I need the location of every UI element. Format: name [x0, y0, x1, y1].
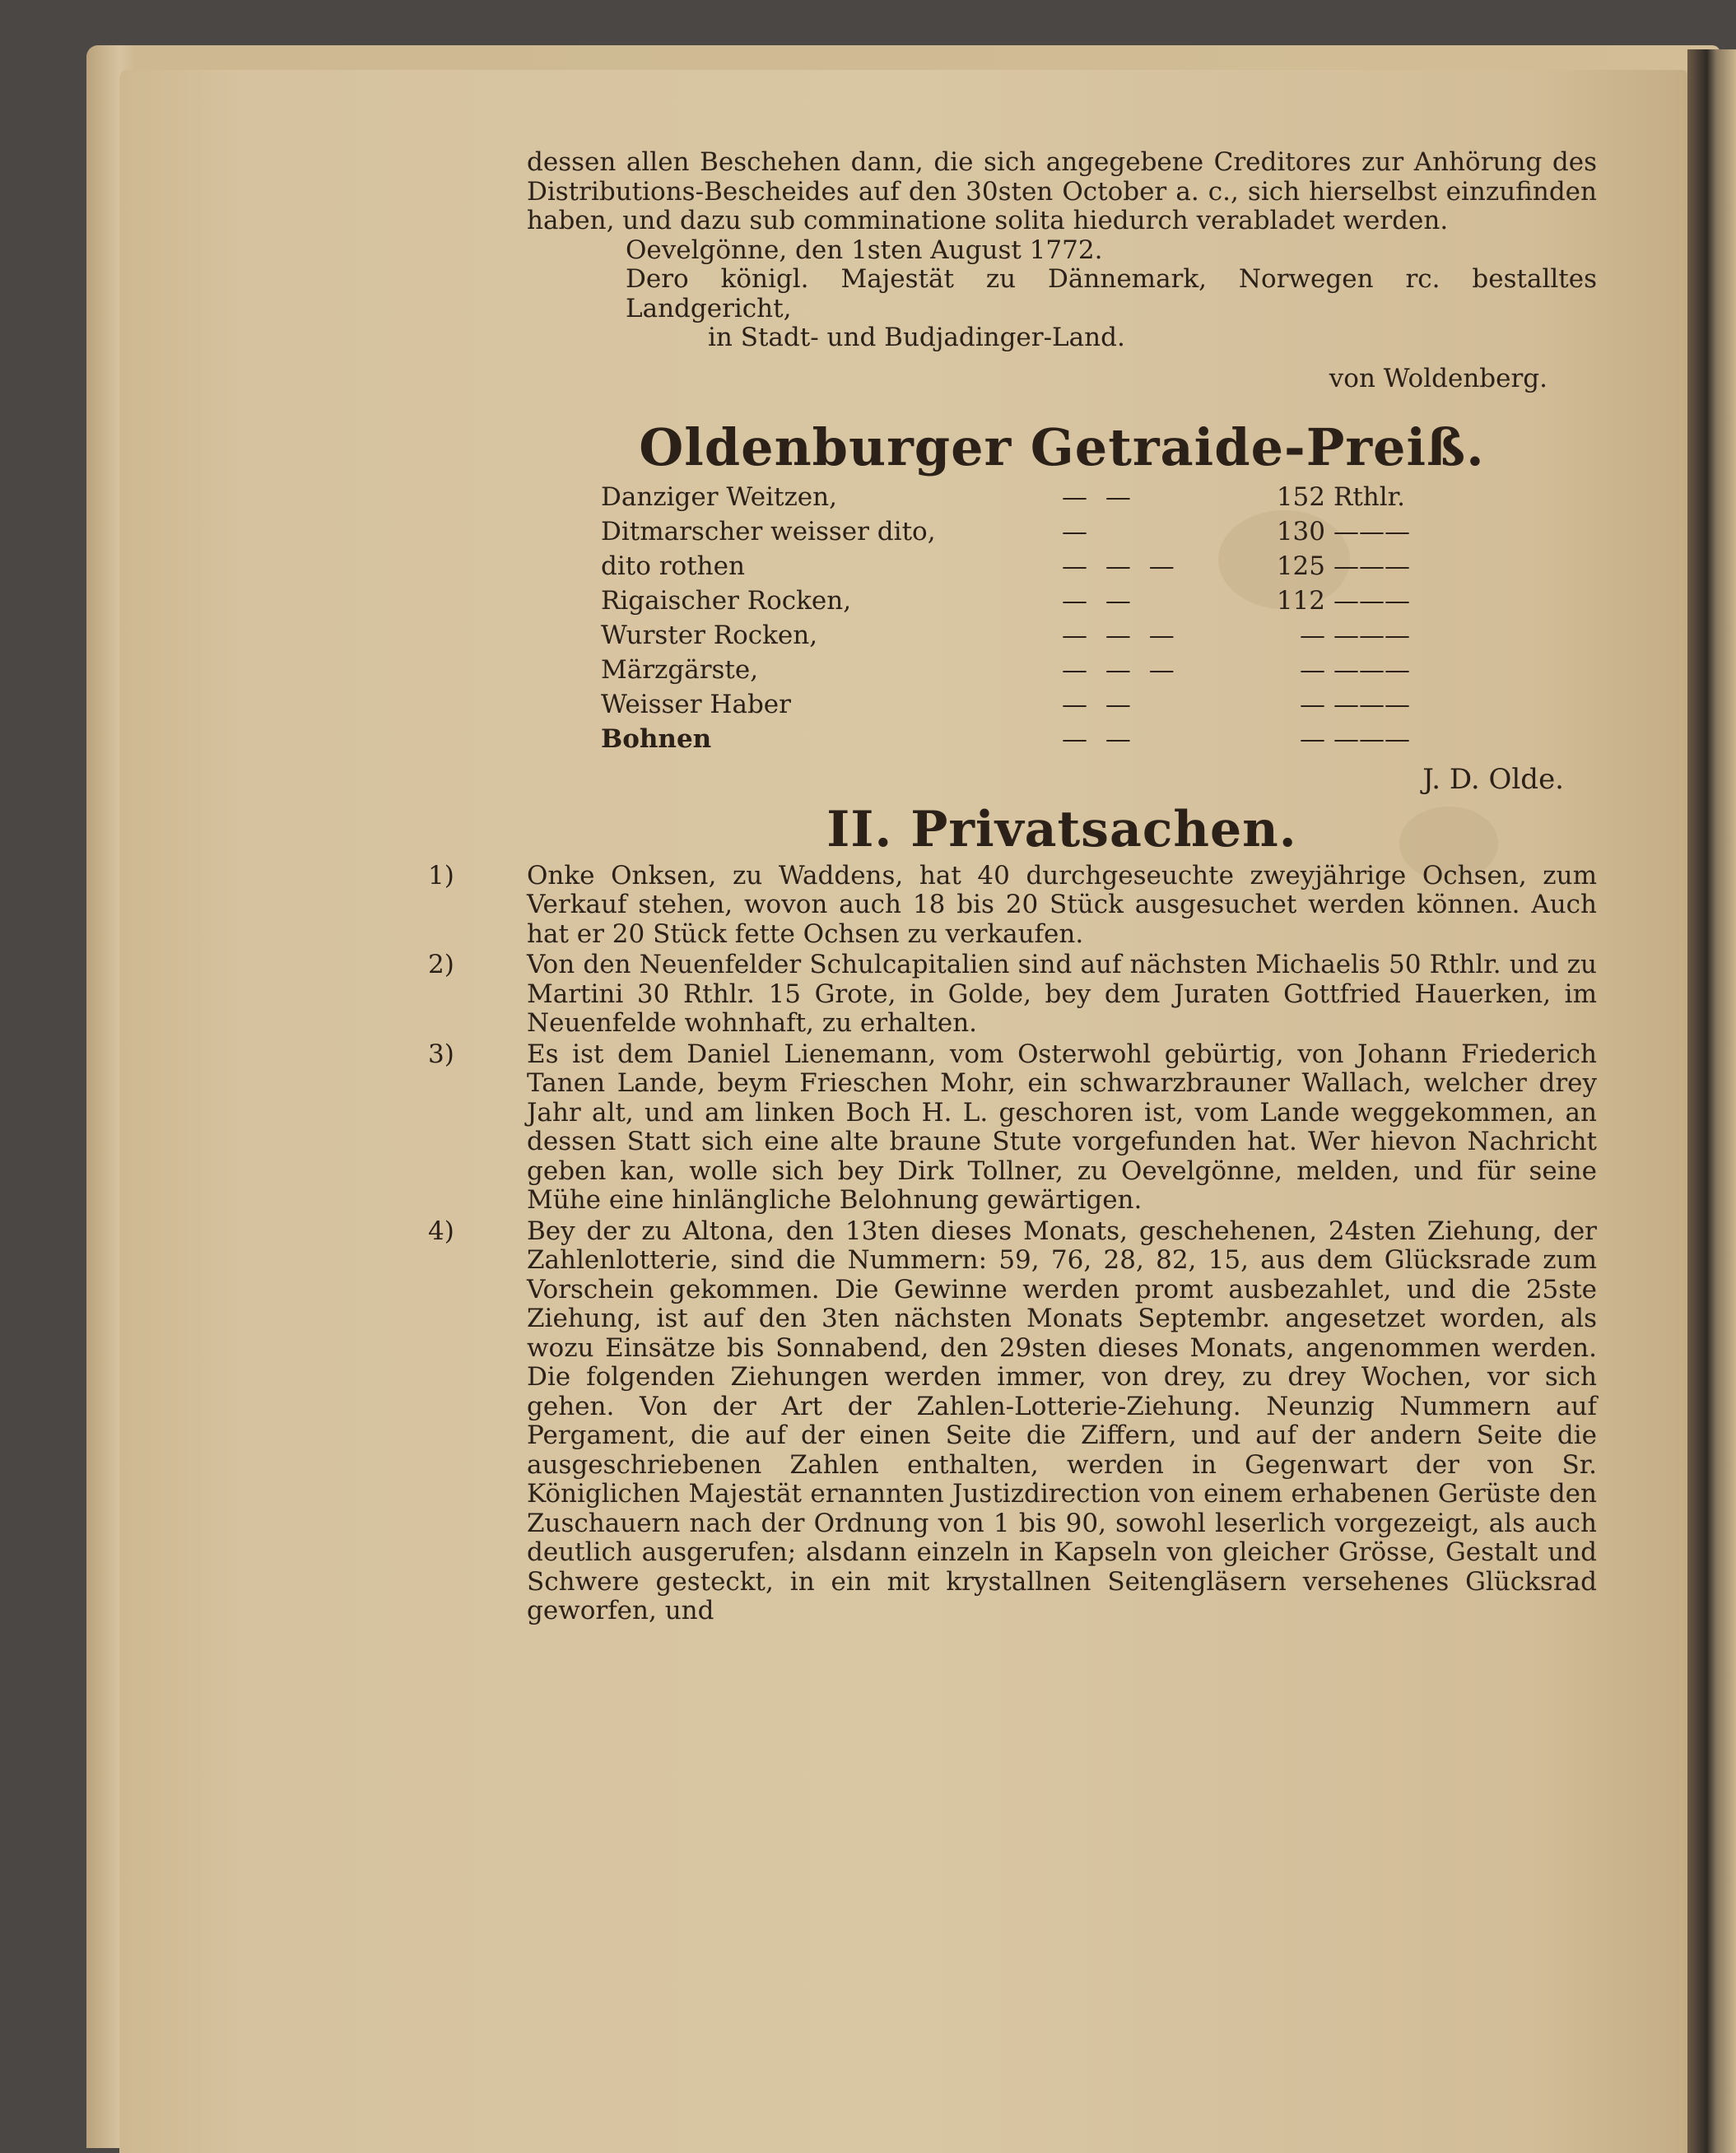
table-row [601, 653, 1432, 688]
filler-dashes: — — — [1062, 551, 1180, 581]
price-unit: ——— [1333, 654, 1410, 685]
grain-name: Ditmarscher weisser dito, [601, 516, 936, 546]
notice-number: 2) [428, 950, 454, 979]
filler-dashes: — — [1062, 481, 1136, 512]
notice-text: Onke Onksen, zu Waddens, hat 40 durchgeseuchte zweyjährige Ochsen, zum Verkauf stehen, wovon auch 18 bis 20 Stück ausgesuchet werden können. Auch hat er 20 Stück fette Ochsen zu verkaufen. [527, 860, 1597, 949]
signature-olde: J. D. Olde. [1422, 762, 1564, 796]
grain-name: Bohnen [601, 723, 712, 754]
grain-name: Weisser Haber [601, 689, 791, 719]
filler-dashes: — — [1062, 723, 1136, 754]
price-value: 130 [1276, 516, 1325, 546]
grain-name: Märzgärste, [601, 654, 759, 685]
table-row [601, 688, 1432, 723]
price-unit: ——— [1333, 723, 1410, 754]
filler-dashes: — — — [1062, 654, 1180, 685]
authority-line-2: in Stadt- und Budjadinger-Land. [708, 323, 1125, 352]
document-text [428, 147, 1597, 1628]
price-value: 152 [1276, 481, 1325, 512]
notice-item [428, 1217, 1597, 1626]
notice-number: 4) [428, 1216, 454, 1246]
book-gutter [1687, 49, 1736, 2153]
table-row [601, 481, 1432, 515]
filler-dashes: — [1062, 516, 1092, 546]
price-unit: ——— [1333, 551, 1410, 581]
grain-name: Danziger Weitzen, [601, 481, 837, 512]
price-unit: ——— [1333, 689, 1410, 719]
grain-name: dito rothen [601, 551, 745, 581]
filler-dashes: — — [1062, 689, 1136, 719]
private-notices [428, 862, 1597, 1626]
notice-text: Es ist dem Daniel Lienemann, vom Osterwohl gebürtig, von Johann Friederich Tanen Lande, beym Frieschen Mohr, ein schwarzbrauner Wallach, welcher drey Jahr alt, und am linken Boch H. L. geschoren ist, vom Lande weggekommen, an dessen Statt sich eine alte braune Stute vorgefunden hat. Wer hievon Nachricht geben kan, wolle sich bey Dirk Tollner, zu Oevelgönne, melden, und für seine Mühe eine hinlängliche Belohnung gewärtigen. [527, 1039, 1597, 1215]
opening-paragraph: dessen allen Beschehen dann, die sich angegebene Creditores zur Anhörung des Distributions-Bescheides auf den 30sten October a. c., sich hierselbst einzufinden haben, und dazu sub comminatione solita hiedurch verabladet werden. [527, 147, 1597, 235]
notice-number: 1) [428, 860, 454, 890]
table-row [601, 515, 1432, 550]
price-unit: ——— [1333, 585, 1410, 616]
price-value: — [1300, 689, 1325, 719]
price-value: — [1300, 723, 1325, 754]
price-unit: ——— [1333, 620, 1410, 650]
grain-name: Rigaischer Rocken, [601, 585, 852, 616]
grain-price-table [601, 481, 1432, 757]
prices-title: Oldenburger Getraide-Preiß. [639, 417, 1485, 477]
grain-name: Wurster Rocken, [601, 620, 818, 650]
price-unit: Rthlr. [1333, 481, 1405, 512]
price-unit: ——— [1333, 516, 1410, 546]
filler-dashes: — — — [1062, 620, 1180, 650]
table-row [601, 619, 1432, 653]
table-row [601, 723, 1432, 757]
notice-item [428, 951, 1597, 1039]
section-title-private: II. Privatsachen. [826, 801, 1297, 858]
notice-text: Bey der zu Altona, den 13ten dieses Monats, geschehenen, 24sten Ziehung, der Zahlenlotterie, sind die Nummern: 59, 76, 28, 82, 15, aus dem Glücksrade zum Vorschein gekommen. Die Gewinne werden promt ausbezahlet, und die 25ste Ziehung, ist auf den 3ten nächsten Monats Septembr. angesetzet worden, als wozu Einsätze bis Sonnabend, den 29sten dieses Monats, angenommen werden. Die folgenden Ziehungen werden immer, von drey, zu drey Wochen, vor sich gehen. Von der Art der Zahlen-Lotterie-Ziehung. Neunzig Nummern auf Pergament, die auf der einen Seite die Ziffern, und auf der andern Seite die ausgeschriebenen Zahlen enthalten, werden in Gegenwart der von Sr. Königlichen Majestät ernannten Justizdirection von einem erhabenen Gerüste den Zuschauern nach der Ordnung von 1 bis 90, sowohl leserlich vorgezeigt, als auch deutlich ausgerufen; alsdann einzeln in Kapseln von gleicher Grösse, Gestalt und Schwere gesteckt, in ein mit krystallnen Seitengläsern versehenes Glücksrad geworfen, und [527, 1216, 1597, 1625]
notice-item [428, 1040, 1597, 1216]
price-value: — [1300, 654, 1325, 685]
place-date: Oevelgönne, den 1sten August 1772. [626, 235, 1103, 265]
signature-woldenberg: von Woldenberg. [1329, 363, 1548, 393]
table-row [601, 550, 1432, 584]
price-value: 125 [1276, 551, 1325, 581]
filler-dashes: — — [1062, 585, 1136, 616]
price-value: 112 [1276, 585, 1325, 616]
table-row [601, 584, 1432, 619]
notice-number: 3) [428, 1039, 454, 1069]
authority-line-1: Dero königl. Majestät zu Dännemark, Norwegen rc. bestalltes Landgericht, [626, 264, 1597, 323]
price-value: — [1300, 620, 1325, 650]
notice-text: Von den Neuenfelder Schulcapitalien sind auf nächsten Michaelis 50 Rthlr. und zu Martini 30 Rthlr. 15 Grote, in Golde, bey dem Juraten Gottfried Hauerken, im Neuenfelde wohnhaft, zu erhalten. [527, 950, 1597, 1038]
notice-item [428, 862, 1597, 950]
